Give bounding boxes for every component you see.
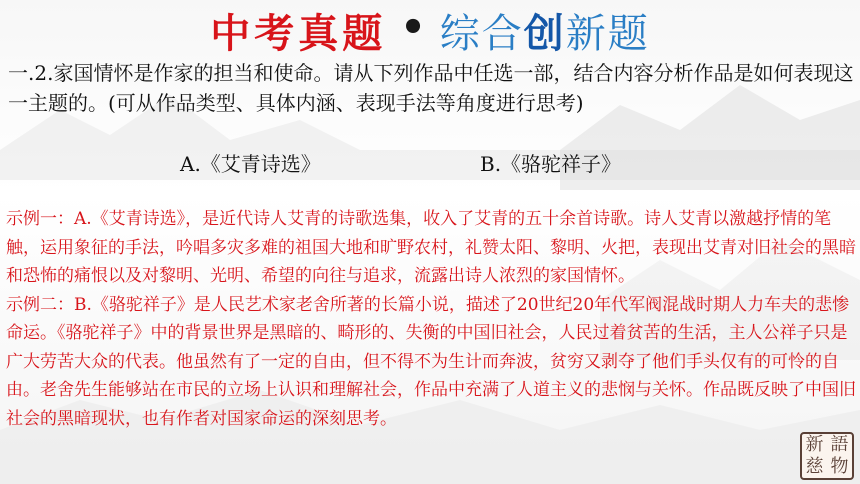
option-b: B.《骆驼祥子》 [480, 152, 622, 176]
options-row [0, 148, 860, 178]
title-exam-real: 中考真题 [210, 9, 387, 57]
answer-examples [6, 205, 856, 433]
question-text: 一.2.家国情怀是作家的担当和使命。请从下列作品中任选一部，结合内容分析作品是如何表现这一主题的。(可从作品类型、具体内涵、表现手法等角度进行思考) [8, 61, 854, 115]
option-a: A.《艾青诗选》 [180, 152, 321, 176]
title-part-3: 新题 [565, 10, 650, 57]
title-comprehensive-innovation [440, 2, 650, 59]
seal-char-1: 新 [805, 434, 824, 455]
seal-char-2: 語 [830, 434, 849, 455]
title-part-2: 创 [523, 10, 566, 57]
seal-char-3: 慈 [805, 456, 824, 477]
answer-example-1: 示例一：A.《艾青诗选》，是近代诗人艾青的诗歌选集，收入了艾青的五十余首诗歌。诗人艾青以激越抒情的笔触，运用象征的手法，吟唱多灾多难的祖国大地和旷野农村，礼赞太阳、黎明、火把，表现出艾青对旧社会的黑暗和恐怖的痛恨以及对黎明、光明、希望的向往与追求，流露出诗人浓烈的家国情怀。 [6, 209, 856, 286]
title-part-1: 综合 [439, 10, 524, 57]
answer-example-2: 示例二：B.《骆驼祥子》是人民艺术家老舍所著的长篇小说，描述了20世纪20年代军阀混战时期人力车夫的悲惨命运。《骆驼祥子》中的背景世界是黑暗的、畸形的、失衡的中国旧社会，人民过着贫苦的生活，主人公祥子只是广大劳苦大众的代表。他虽然有了一定的自由，但不得不为生计而奔波，贫穷又剥夺了他们手头仅有的可怜的自由。老舍先生能够站在市民的立场上认识和理解社会，作品中充满了人道主义的悲悯与关怀。作品既反映了中国旧社会的黑暗现状，也有作者对国家命运的深刻思考。 [6, 294, 856, 429]
seal-char-4: 物 [830, 456, 849, 477]
page-title [0, 0, 860, 60]
title-separator-dot: • [400, 3, 426, 51]
seal-stamp [800, 432, 854, 480]
